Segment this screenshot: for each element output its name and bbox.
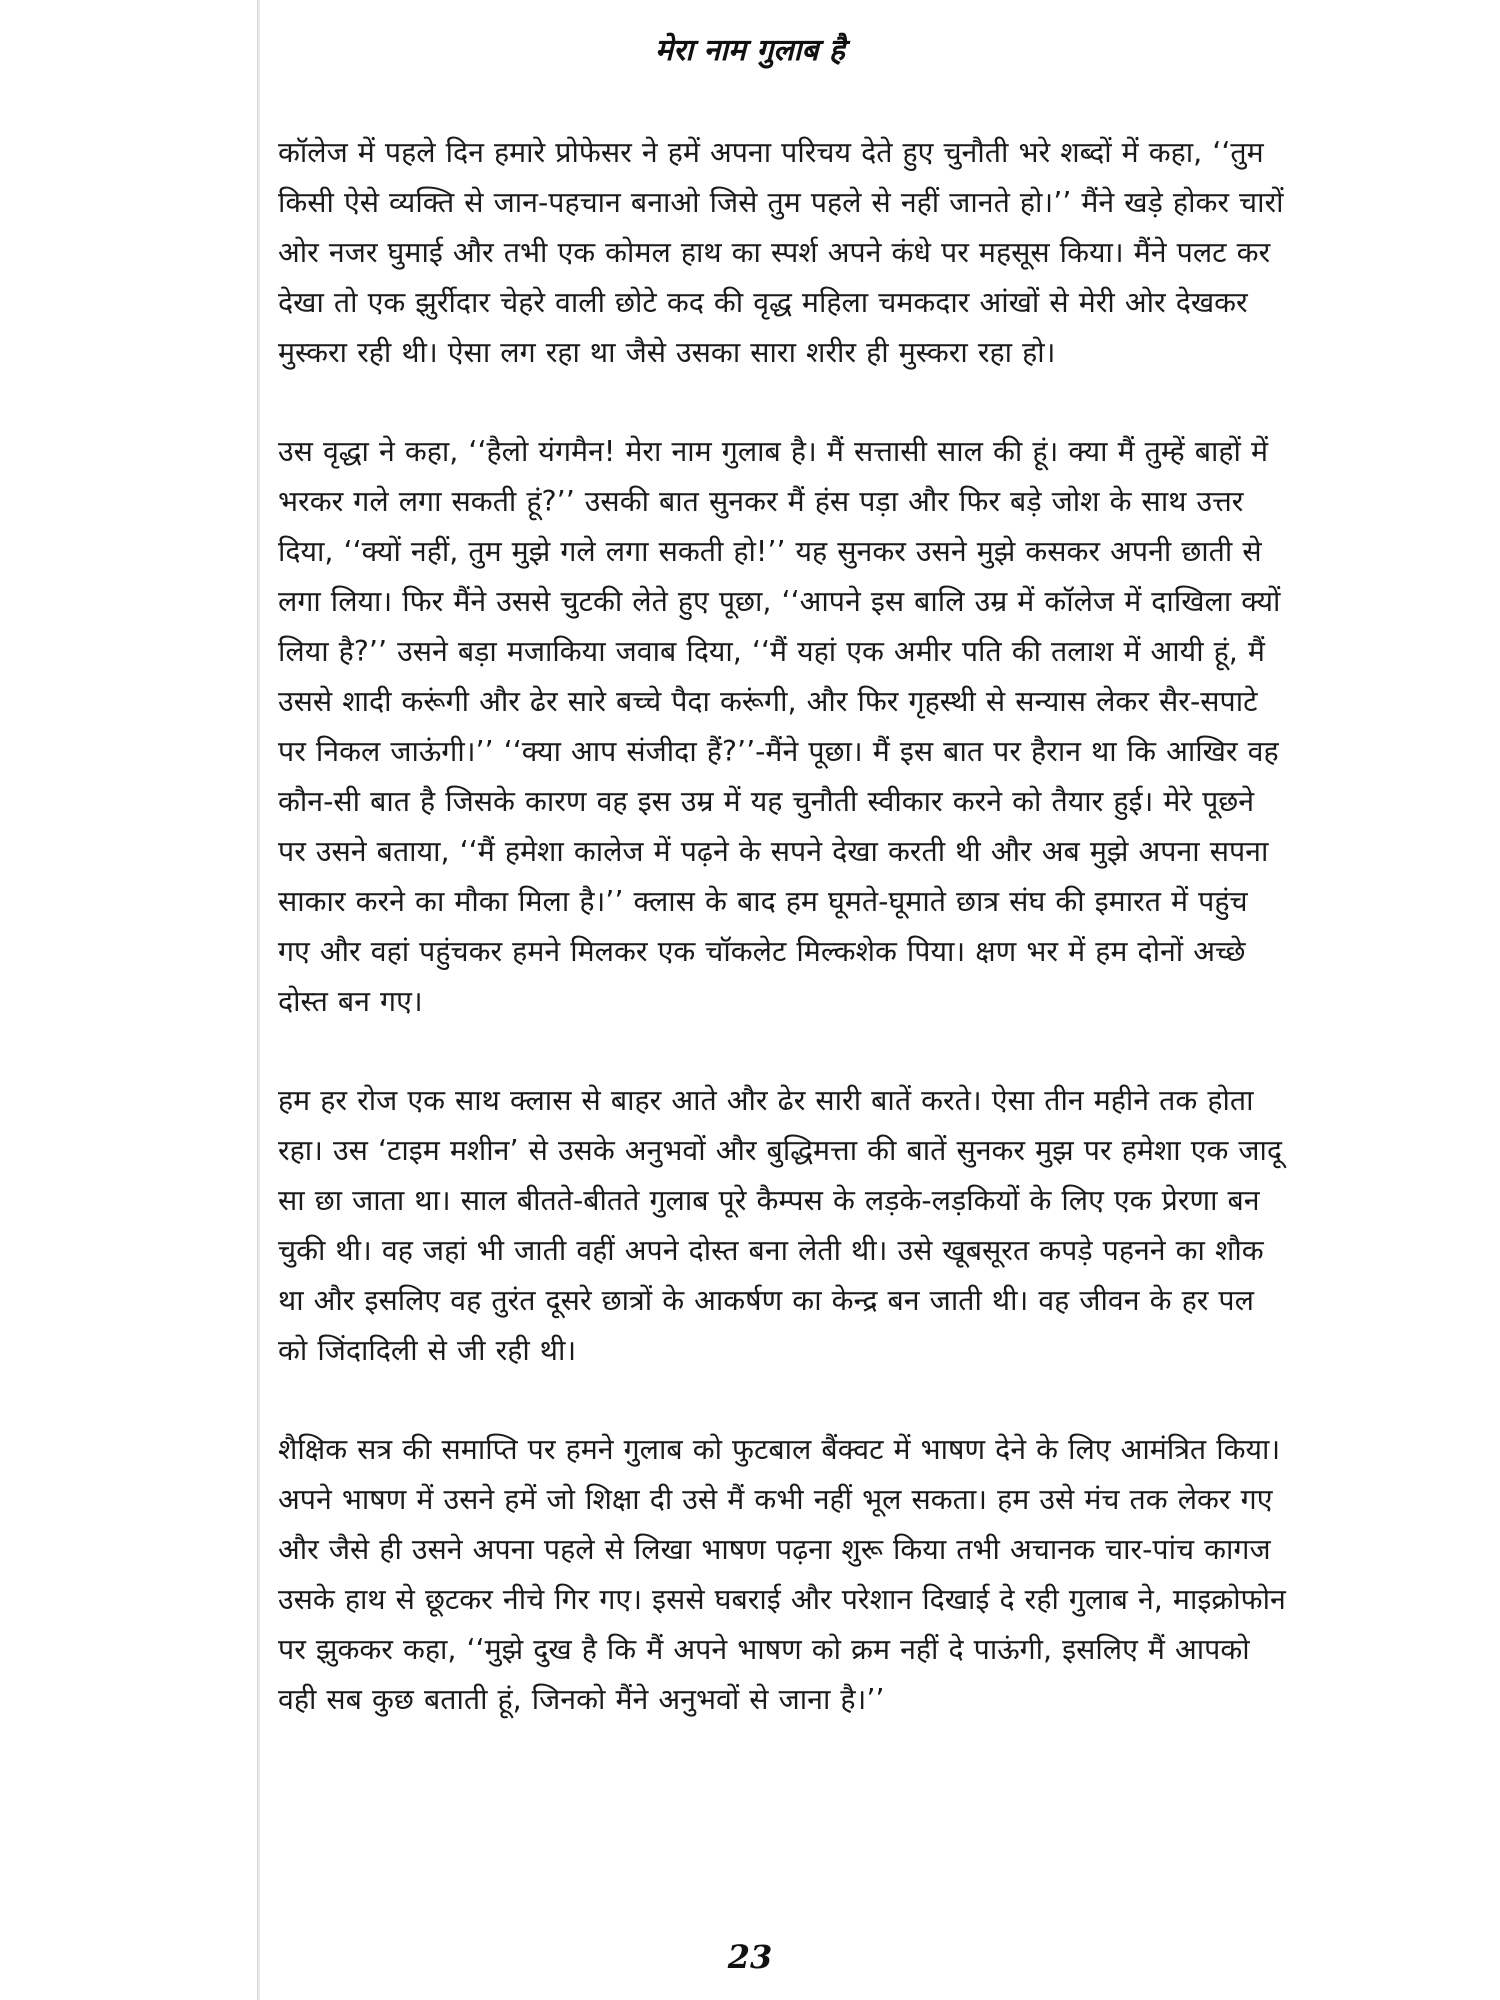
page-number: 23 [727,1938,773,1976]
paragraph-4: शैक्षिक सत्र की समाप्ति पर हमने गुलाब को फुटबाल बैंक्वट में भाषण देने के लिए आमंत्रित किया। अपने भाषण में उसने हमें जो शिक्षा दी उसे मैं कभी नहीं भूल सकता। हम उसे मंच तक लेकर गए और जैसे ही उसने अपना पहले से लिखा भाषण पढ़ना शुरू किया तभी अचानक चार-पांच कागज उसके हाथ से छूटकर नीचे गिर गए। इससे घबराई और परेशान दिखाई दे रही गुलाब ने, माइक्रोफोन पर झुककर कहा, ‘‘मुझे दुख है कि मैं अपने भाषण को क्रम नहीं दे पाऊंगी, इसलिए मैं आपको वही सब कुछ बताती हूं, जिनको मैंने अनुभवों से जाना है।’’ [278,1433,1286,1716]
page-gutter-edge [257,0,260,2000]
paragraph-3: हम हर रोज एक साथ क्लास से बाहर आते और ढेर सारी बातें करते। ऐसा तीन महीने तक होता रहा। उस ‘टाइम मशीन’ से उसके अनुभवों और बुद्धिमत्ता की बातें सुनकर मुझ पर हमेशा एक जादू सा छा जाता था। साल बीतते-बीतते गुलाब पूरे कैम्पस के लड़के-लड़कियों के लिए एक प्रेरणा बन चुकी थी। वह जहां भी जाती वहीं अपने दोस्त बना लेती थी। उसे खूबसूरत कपड़े पहनने का शौक था और इसलिए वह तुरंत दूसरे छात्रों के आकर्षण का केन्द्र बन जाती थी। वह जीवन के हर पल को जिंदादिली से जी रही थी। [278,1084,1283,1367]
chapter-body [278,128,1288,1725]
paragraph-2: उस वृद्धा ने कहा, ‘‘हैलो यंगमैन! मेरा नाम गुलाब है। मैं सत्तासी साल की हूं। क्या मैं तुम्हें बाहों में भरकर गले लगा सकती हूं?’’ उसकी बात सुनकर मैं हंस पड़ा और फिर बड़े जोश के साथ उत्तर दिया, ‘‘क्यों नहीं, तुम मुझे गले लगा सकती हो!’’ यह सुनकर उसने मुझे कसकर अपनी छाती से लगा लिया। फिर मैंने उससे चुटकी लेते हुए पूछा, ‘‘आपने इस बालि उम्र में कॉलेज में दाखिला क्यों लिया है?’’ उसने बड़ा मजाकिया जवाब दिया, ‘‘मैं यहां एक अमीर पति की तलाश में आयी हूं, मैं उससे शादी करूंगी और ढेर सारे बच्चे पैदा करूंगी, और फिर गृहस्थी से सन्यास लेकर सैर-सपाटे पर निकल जाऊंगी।’’ ‘‘क्या आप संजीदा हैं?’’-मैंने पूछा। मैं इस बात पर हैरान था कि आखिर वह कौन-सी बात है जिसके कारण वह इस उम्र में यह चुनौती स्वीकार करने को तैयार हुई। मेरे पूछने पर उसने बताया, ‘‘मैं हमेशा कालेज में पढ़ने के सपने देखा करती थी और अब मुझे अपना सपना साकार करने का मौका मिला है।’’ क्लास के बाद हम घूमते-घूमाते छात्र संघ की इमारत में पहुंच गए और वहां पहुंचकर हमने मिलकर एक चॉकलेट मिल्कशेक पिया। क्षण भर में हम दोनों अच्छे दोस्त बन गए। [278,435,1281,1018]
paragraph-1: कॉलेज में पहले दिन हमारे प्रोफेसर ने हमें अपना परिचय देते हुए चुनौती भरे शब्दों में कहा, ‘‘तुम किसी ऐसे व्यक्ति से जान-पहचान बनाओ जिसे तुम पहले से नहीं जानते हो।’’ मैंने खड़े होकर चारों ओर नजर घुमाई और तभी एक कोमल हाथ का स्पर्श अपने कंधे पर महसूस किया। मैंने पलट कर देखा तो एक झुर्रीदार चेहरे वाली छोटे कद की वृद्ध महिला चमकदार आंखों से मेरी ओर देखकर मुस्करा रही थी। ऐसा लग रहा था जैसे उसका सारा शरीर ही मुस्करा रहा हो। [278,136,1284,369]
running-header: मेरा नाम गुलाब है [655,33,845,68]
